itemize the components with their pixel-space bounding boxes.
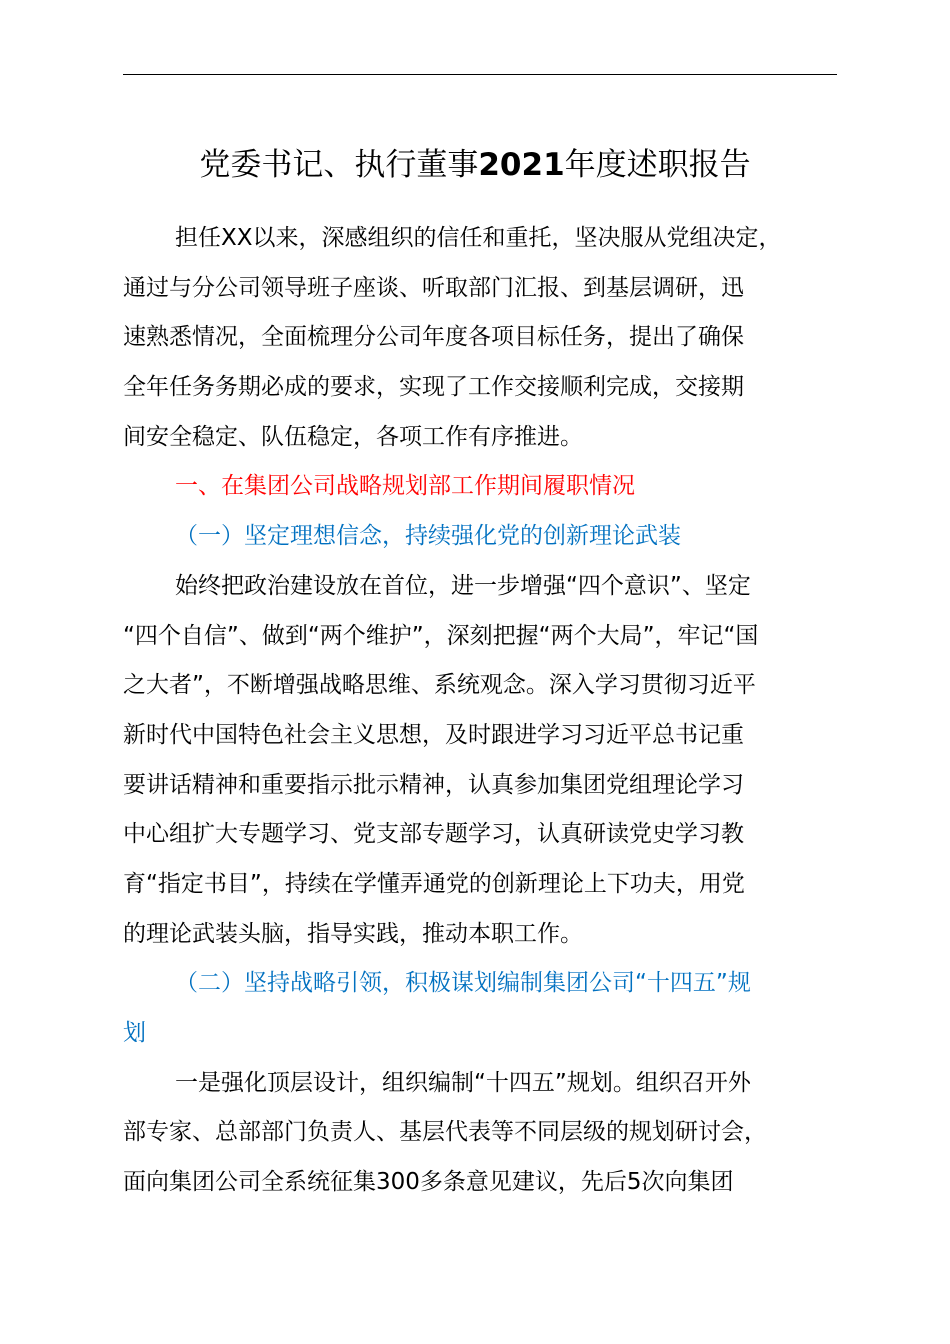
section-heading-1: 一、在集团公司战略规划部工作期间履职情况 xyxy=(175,473,635,500)
paragraph-line: 速熟悉情况，全面梳理分公司年度各项目标任务，提出了确保 xyxy=(123,324,744,351)
paragraph-line: 担任XX以来，深感组织的信任和重托，坚决服从党组决定， xyxy=(175,225,782,251)
paragraph-line: 新时代中国特色社会主义思想，及时跟进学习习近平总书记重 xyxy=(123,721,744,748)
paragraph-line: 之大者”，不断增强战略思维、系统观念。深入学习贯彻习近平 xyxy=(123,672,756,699)
paragraph-line: 育“指定书目”，持续在学懂弄通党的创新理论上下功夫，用党 xyxy=(123,870,745,897)
title-text: 党委书记、执行董事 xyxy=(199,147,479,183)
document-title xyxy=(0,140,950,190)
paragraph-line: 间安全稳定、队伍稳定，各项工作有序推进。 xyxy=(123,423,583,450)
paragraph-line: 中心组扩大专题学习、党支部专题学习，认真研读党史学习教 xyxy=(123,821,744,848)
paragraph-line: 一是强化顶层设计，组织编制“十四五”规划。组织召开外 xyxy=(175,1069,751,1096)
header-rule xyxy=(123,74,837,75)
title-year: 2021 xyxy=(478,147,565,183)
subsection-heading-2-cont: 划 xyxy=(123,1020,146,1046)
subsection-heading-1: （一）坚定理想信念，持续强化党的创新理论武装 xyxy=(175,523,681,550)
paragraph-line: 通过与分公司领导班子座谈、听取部门汇报、到基层调研，迅 xyxy=(123,274,744,301)
paragraph-line: 全年任务务期必成的要求，实现了工作交接顺利完成，交接期 xyxy=(123,374,744,401)
paragraph-line: 面向集团公司全系统征集300多条意见建议，先后5次向集团 xyxy=(123,1169,734,1196)
paragraph-line: 始终把政治建设放在首位，进一步增强“四个意识”、坚定 xyxy=(175,572,751,599)
paragraph-line: “四个自信”、做到“两个维护”，深刻把握“两个大局”，牢记“国 xyxy=(123,622,759,649)
paragraph-line: 要讲话精神和重要指示批示精神，认真参加集团党组理论学习 xyxy=(123,771,744,798)
paragraph-line: 的理论武装头脑，指导实践，推动本职工作。 xyxy=(123,920,583,947)
paragraph-line: 部专家、总部部门负责人、基层代表等不同层级的规划研讨会， xyxy=(123,1119,767,1146)
subsection-heading-2: （二）坚持战略引领，积极谋划编制集团公司“十四五”规 xyxy=(175,970,751,997)
title-text-end: 年度述职报告 xyxy=(564,147,751,183)
document-body xyxy=(123,214,837,1208)
